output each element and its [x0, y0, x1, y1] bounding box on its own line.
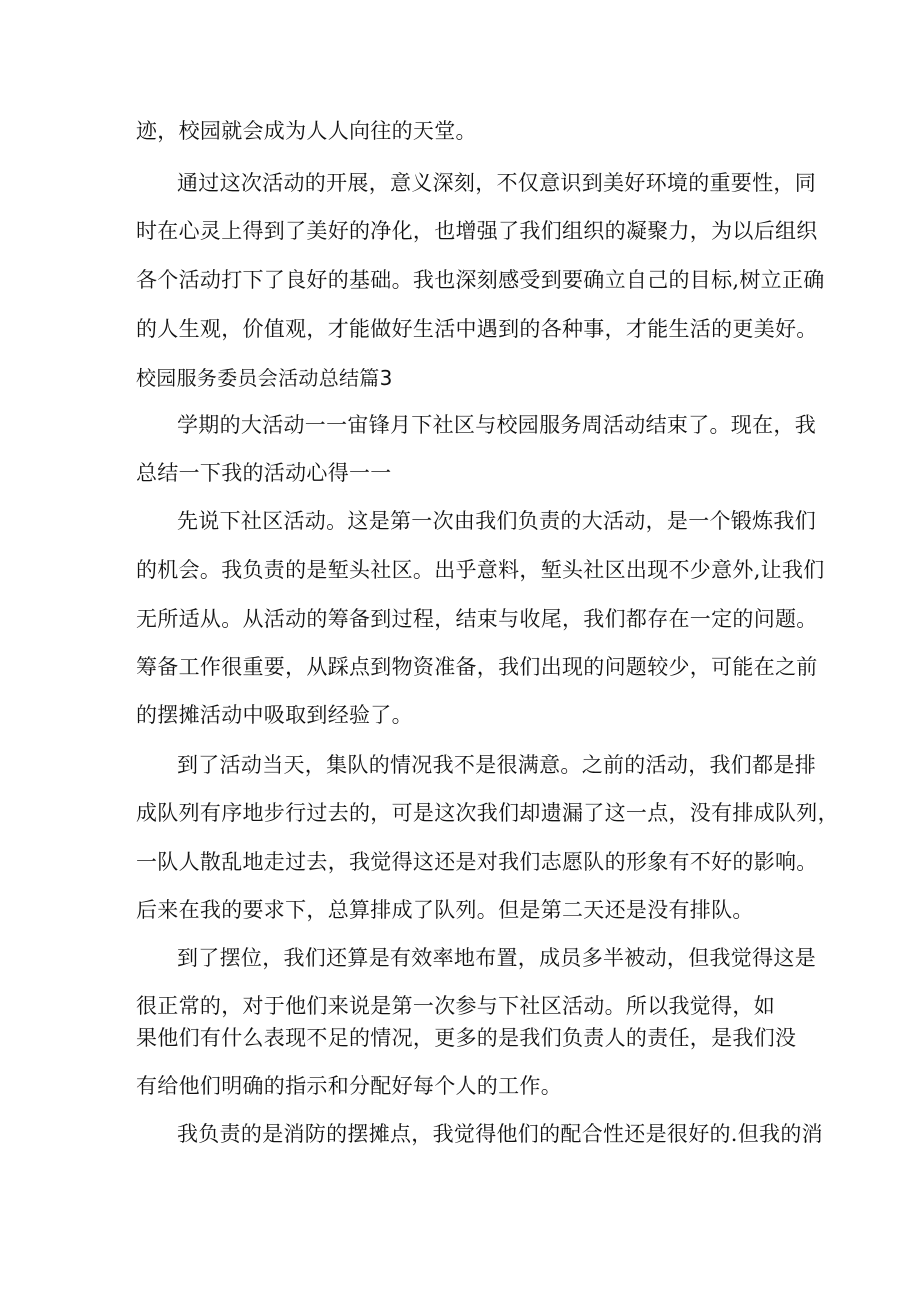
text-line: 时在心灵上得到了美好的净化，也增强了我们组织的凝聚力，为以后组织	[136, 219, 818, 243]
text-line: 筹备工作很重要，从踩点到物资准备，我们出现的问题较少，可能在之前	[136, 655, 818, 679]
paragraph-first-line: 到了摆位，我们还算是有效率地布置，成员多半被动，但我觉得这是	[177, 946, 816, 970]
paragraph-first-line: 通过这次活动的开展，意义深刻，不仅意识到美好环境的重要性，同	[177, 171, 816, 195]
text-line: 一队人散乱地走过去，我觉得这还是对我们志愿队的形象有不好的影响。	[136, 850, 818, 874]
text-line: 成队列有序地步行过去的，可是这次我们却遗漏了这一点，没有排成队列，	[136, 801, 839, 825]
text-line: 有给他们明确的指示和分配好每个人的工作。	[136, 1074, 562, 1098]
text-line: 果他们有什么表现不足的情况，更多的是我们负责人的责任，是我们没	[136, 1026, 797, 1050]
paragraph-first-line: 先说下社区活动。这是第一次由我们负责的大活动，是一个锻炼我们	[177, 509, 816, 533]
text-line: 很正常的，对于他们来说是第一次参与下社区活动。所以我觉得，如	[136, 994, 775, 1018]
text-line: 无所适从。从活动的筹备到过程，结束与收尾，我们都存在一定的问题。	[136, 607, 818, 631]
text-line: 的摆摊活动中吸取到经验了。	[136, 703, 413, 727]
text-line: 的机会。我负责的是堑头社区。出乎意料，堑头社区出现不少意外,让我们	[136, 558, 825, 582]
text-line: 的人生观，价值观，才能做好生活中遇到的各种事，才能生活的更美好。	[136, 317, 818, 341]
section-heading: 校园服务委员会活动总结篇3	[136, 366, 393, 390]
text-line: 后来在我的要求下，总算排成了队列。但是第二天还是没有排队。	[136, 898, 754, 922]
text-line: 总结一下我的活动心得一一	[136, 461, 392, 485]
paragraph-first-line: 我负责的是消防的摆摊点，我觉得他们的配合性还是很好的.但我的消	[177, 1122, 823, 1146]
text-line: 迹，校园就会成为人人向往的天堂。	[136, 119, 477, 143]
text-line: 各个活动打下了良好的基础。我也深刻感受到要确立自己的目标,树立正确	[136, 268, 825, 292]
paragraph-first-line: 到了活动当天，集队的情况我不是很满意。之前的活动，我们都是排	[177, 753, 816, 777]
paragraph-first-line: 学期的大活动一一宙锋月下社区与校园服务周活动结束了。现在，我	[177, 413, 816, 437]
